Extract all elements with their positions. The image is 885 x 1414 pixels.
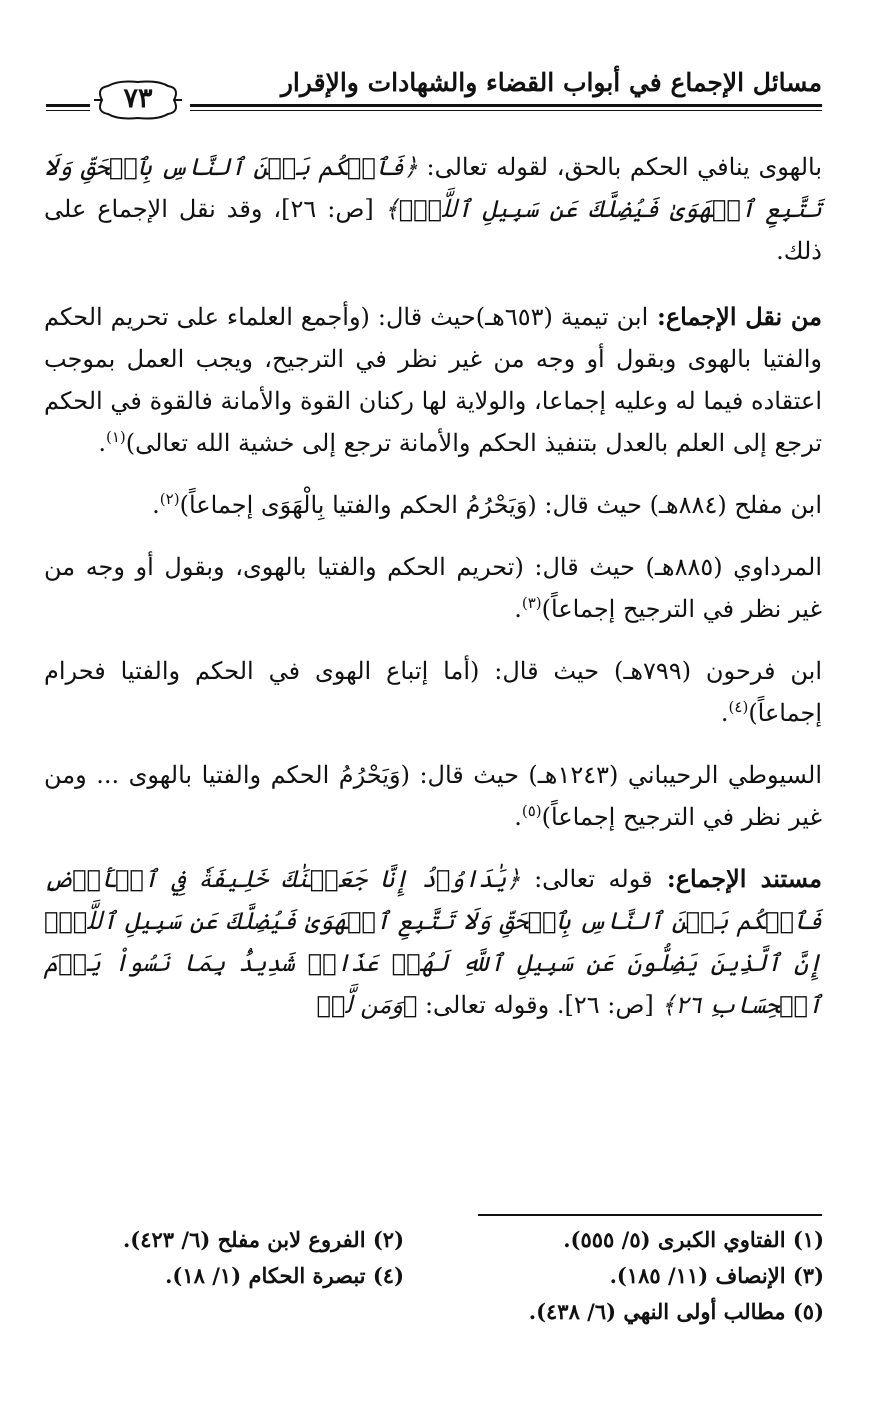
page-number: ٧٣ bbox=[123, 83, 153, 114]
footnote-ref: (٣) bbox=[521, 594, 542, 612]
footnote-ref: (١) bbox=[105, 428, 126, 446]
text: ابن مفلح (٨٨٤هـ) حيث قال: (وَيَحْرُمُ الحكم والفتيا بِالْهَوَى إجماعاً) bbox=[179, 491, 822, 519]
footnote-1: (١) الفتاوي الكبرى (٥/ ٥٥٥). bbox=[563, 1227, 824, 1252]
paragraph-intro bbox=[44, 146, 822, 272]
footnote-ref: (٥) bbox=[521, 802, 542, 820]
paragraph-mardawi bbox=[44, 546, 822, 630]
paragraph-suyuti-ruhaybani bbox=[44, 754, 822, 838]
paragraph-evidence bbox=[44, 858, 822, 1026]
text: ابن فرحون (٧٩٩هـ) حيث قال: (أما إتباع الهوى في الحكم والفتيا فحرام إجماعاً) bbox=[44, 657, 823, 727]
text: [ص: ٢٦]، وقد نقل الإجماع على ذلك. bbox=[44, 195, 822, 265]
footnote-5: (٥) مطالب أولى النهي (٦/ ٤٣٨). bbox=[528, 1299, 824, 1324]
footnote-row bbox=[44, 1258, 824, 1294]
footnotes bbox=[44, 1222, 824, 1330]
footnote-row bbox=[44, 1294, 824, 1330]
text: . bbox=[152, 491, 160, 519]
paragraph-ibn-muflih bbox=[44, 484, 822, 526]
header-rule bbox=[190, 104, 822, 111]
header-rule-left bbox=[46, 104, 90, 111]
text: . bbox=[98, 429, 106, 457]
text: . bbox=[720, 699, 729, 727]
text: . bbox=[514, 803, 522, 831]
text: قوله تعالى: bbox=[520, 865, 653, 893]
section-lead: مستند الإجماع: bbox=[652, 864, 823, 893]
footnote-rule bbox=[478, 1214, 822, 1216]
text: [ص: ٢٦]. وقوله تعالى: bbox=[417, 991, 662, 1019]
quran-verse: ﴿فَٱحۡكُم بَيۡنَ ٱلنَّاسِ بِٱلۡحَقِّ وَلَا تَتَّبِعِ ٱلۡهَوَىٰ فَيُضِلَّكَ عَن سَبِيلِ ٱللَّهِۚ﴾ bbox=[44, 153, 822, 223]
paragraph-ibn-farhun bbox=[44, 650, 822, 734]
text: بالهوى ينافي الحكم بالحق، لقوله تعالى: bbox=[417, 153, 823, 181]
footnote-2: (٢) الفروع لابن مفلح (٦/ ٤٢٣). bbox=[123, 1227, 404, 1252]
quran-verse: ﴿يَٰدَاوُۥدُ إِنَّا جَعَلۡنَٰكَ خَلِيفَةٗ فِي ٱلۡأَرۡضِ فَٱحۡكُم بَيۡنَ ٱلنَّاسِ بِٱلۡحَقِّ وَلَا تَتَّبِعِ ٱلۡهَوَىٰ فَيُضِلَّكَ عَن سَبِيلِ ٱللَّهِۚ إِنَّ ٱلَّذِينَ يَضِلُّونَ عَن سَبِيلِ ٱللَّهِ لَهُمۡ عَذَابٞ شَدِيدُۢ بِمَا نَسُواْ يَوۡمَ ٱلۡحِسَابِ ٢٦﴾ bbox=[44, 865, 822, 1019]
paragraph-ibn-taymiyyah bbox=[44, 296, 822, 464]
section-lead: من نقل الإجماع: bbox=[648, 302, 822, 331]
text: المرداوي (٨٨٥هـ) حيث قال: (تحريم الحكم والفتيا بالهوى، وبقول أو وجه من غير نظر في الترجيح إجماعاً) bbox=[44, 553, 822, 623]
footnote-empty bbox=[44, 1294, 404, 1330]
footnote-4: (٤) تبصرة الحكام (١/ ١٨). bbox=[165, 1263, 404, 1288]
quran-verse: ﴿وَمَن لَّمۡ bbox=[316, 991, 418, 1019]
footnote-3: (٣) الإنصاف (١١/ ١٨٥). bbox=[609, 1263, 824, 1288]
text: . bbox=[514, 595, 522, 623]
footnote-ref: (٤) bbox=[728, 698, 749, 716]
footnote-ref: (٢) bbox=[159, 490, 180, 508]
footnote-row bbox=[44, 1222, 824, 1258]
text: السيوطي الرحيباني (١٢٤٣هـ) حيث قال: (وَيَحْرُمُ الحكم والفتيا بالهوى ... ومن غير نظر في الترجيح إجماعاً) bbox=[44, 761, 822, 831]
running-title: مسائل الإجماع في أبواب القضاء والشهادات والإقرار bbox=[280, 68, 822, 97]
text: ابن تيمية (٦٥٣هـ)حيث قال: (وأجمع العلماء على تحريم الحكم والفتيا بالهوى وبقول أو وجه من غير نظر في الترجيح، ويجب العمل بموجب اعتقاده فيما له وعليه إجماعا، والولاية لها ركنان القوة والأمانة فالقوة في الحكم ترجع إلى العلم بالعدل بتنفيذ الحكم والأمانة ترجع إلى خشية الله تعالى) bbox=[44, 303, 822, 457]
page-number-ornament bbox=[92, 78, 184, 122]
body-text bbox=[44, 146, 822, 1046]
